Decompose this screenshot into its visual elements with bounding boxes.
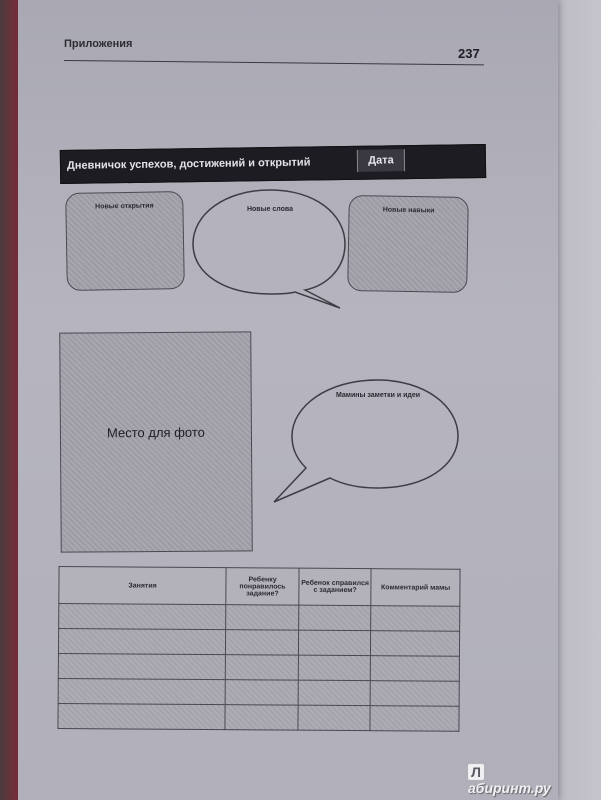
table-cell[interactable] — [298, 630, 371, 656]
date-field — [357, 149, 405, 172]
watermark-text: абиринт.ру — [468, 780, 551, 796]
diary-banner — [60, 144, 486, 184]
table-cell[interactable] — [58, 679, 225, 705]
book-page — [18, 0, 558, 800]
words-label: Новые слова — [246, 206, 294, 213]
section-title: Приложения — [64, 38, 133, 50]
page-number: 237 — [458, 46, 480, 61]
table-row — [58, 629, 459, 657]
table-cell[interactable] — [371, 681, 460, 707]
table-cell[interactable] — [58, 629, 225, 655]
table-cell[interactable] — [371, 656, 460, 682]
table-cell[interactable] — [226, 605, 299, 631]
table-cell[interactable] — [58, 704, 225, 730]
table-cell[interactable] — [299, 605, 372, 631]
table-header-row — [59, 567, 460, 607]
photo-label: Место для фото — [106, 424, 205, 441]
discoveries-box — [65, 191, 185, 291]
table-cell[interactable] — [298, 705, 371, 731]
table-cell[interactable] — [298, 680, 371, 706]
table-cell[interactable] — [59, 604, 226, 630]
col-header-liked: Ребенку понравилось задание? — [226, 568, 299, 606]
watermark-logo-badge: Л — [468, 764, 484, 780]
table-cell[interactable] — [58, 654, 225, 680]
photo-placeholder — [59, 331, 253, 552]
table-cell[interactable] — [225, 680, 298, 706]
table-cell[interactable] — [298, 655, 371, 681]
skills-label: Новые навыки — [382, 206, 435, 215]
discoveries-label: Новые открытия — [95, 202, 154, 211]
labirint-watermark — [468, 764, 558, 796]
table-row — [59, 604, 460, 632]
table-cell[interactable] — [371, 631, 460, 657]
header-divider — [64, 60, 484, 65]
col-header-managed: Ребенок справился с заданием? — [299, 568, 372, 606]
activity-table — [57, 566, 460, 732]
table-row — [58, 654, 459, 682]
col-header-comment: Комментарий мамы — [371, 569, 460, 607]
notes-label: Мамины заметки и идеи — [335, 392, 421, 399]
table-cell[interactable] — [370, 706, 459, 732]
table-cell[interactable] — [226, 630, 299, 656]
table-row — [58, 679, 459, 707]
table-cell[interactable] — [371, 606, 460, 632]
table-cell[interactable] — [225, 705, 298, 731]
date-label: Дата — [368, 154, 394, 167]
skills-box — [347, 195, 469, 293]
banner-title: Дневничок успехов, достижений и открытий — [66, 156, 311, 172]
table-cell[interactable] — [226, 655, 299, 681]
table-row — [58, 704, 459, 732]
col-header-activity: Занятия — [59, 567, 227, 605]
table-body — [58, 604, 460, 732]
